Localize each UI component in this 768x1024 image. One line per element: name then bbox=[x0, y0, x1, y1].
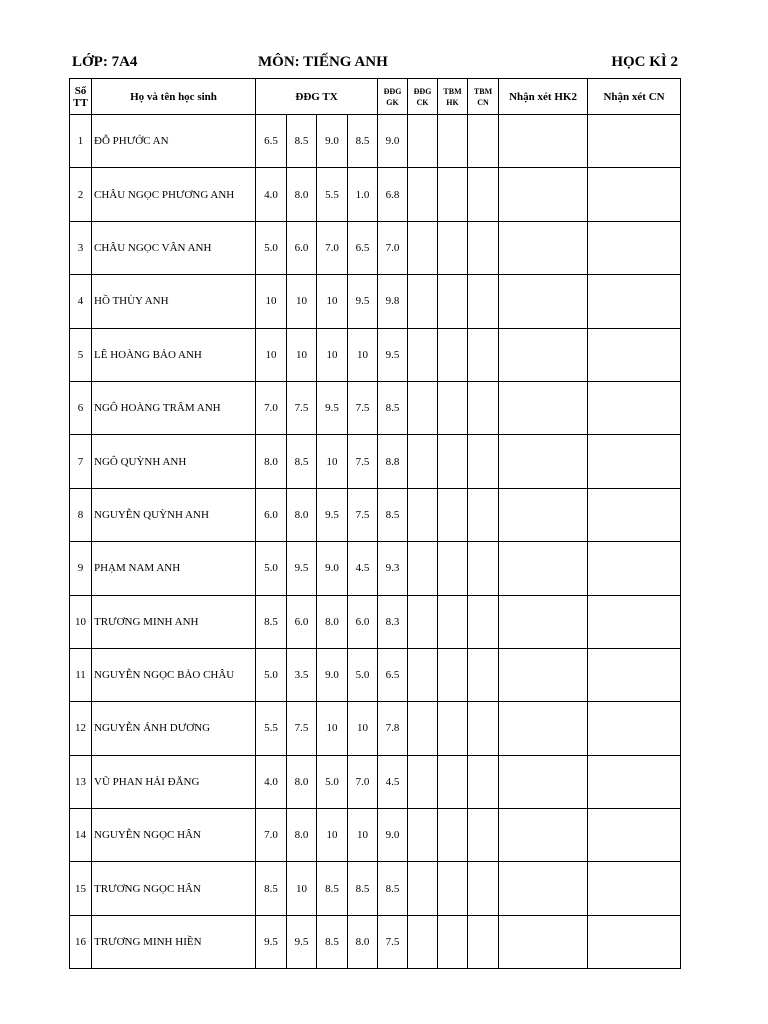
stt-cell: 11 bbox=[70, 648, 92, 701]
table-row bbox=[70, 542, 681, 595]
student-name-cell: ĐỖ PHƯỚC AN bbox=[92, 115, 256, 168]
tbm-hk-cell bbox=[438, 275, 468, 328]
ddg-tx-1-cell: 10 bbox=[256, 275, 287, 328]
table-row bbox=[70, 862, 681, 915]
subject-label: MÔN: TIẾNG ANH bbox=[258, 54, 388, 70]
stt-cell: 15 bbox=[70, 862, 92, 915]
tbm-cn-cell bbox=[468, 381, 499, 434]
table-row bbox=[70, 115, 681, 168]
comment-hk2-cell bbox=[499, 488, 588, 541]
comment-hk2-cell bbox=[499, 221, 588, 274]
comment-cn-cell bbox=[588, 542, 681, 595]
ddg-gk-cell: 7.8 bbox=[378, 702, 408, 755]
term-label: HỌC KÌ 2 bbox=[611, 54, 678, 70]
col-header-tbm-cn bbox=[468, 79, 499, 115]
col-header-tbm-hk-line2: HK bbox=[446, 97, 459, 107]
ddg-ck-cell bbox=[408, 702, 438, 755]
grade-table bbox=[69, 78, 681, 969]
col-header-ddg-ck-line2: CK bbox=[416, 97, 429, 107]
student-name-cell: TRƯƠNG NGỌC HÂN bbox=[92, 862, 256, 915]
ddg-tx-2-cell: 10 bbox=[287, 328, 317, 381]
table-row bbox=[70, 328, 681, 381]
table-header-row bbox=[70, 79, 681, 115]
table-row bbox=[70, 168, 681, 221]
table-row bbox=[70, 648, 681, 701]
stt-cell: 1 bbox=[70, 115, 92, 168]
ddg-tx-4-cell: 10 bbox=[348, 809, 378, 862]
ddg-ck-cell bbox=[408, 435, 438, 488]
ddg-ck-cell bbox=[408, 328, 438, 381]
col-header-ddg-gk-line2: GK bbox=[386, 97, 399, 107]
student-name-cell: TRƯƠNG MINH ANH bbox=[92, 595, 256, 648]
table-row bbox=[70, 595, 681, 648]
ddg-tx-3-cell: 7.0 bbox=[317, 221, 348, 274]
ddg-ck-cell bbox=[408, 221, 438, 274]
ddg-tx-4-cell: 10 bbox=[348, 702, 378, 755]
ddg-gk-cell: 8.5 bbox=[378, 488, 408, 541]
student-name-cell: CHÂU NGỌC VÂN ANH bbox=[92, 221, 256, 274]
col-header-tbm-hk bbox=[438, 79, 468, 115]
ddg-ck-cell bbox=[408, 542, 438, 595]
ddg-tx-2-cell: 10 bbox=[287, 275, 317, 328]
ddg-tx-2-cell: 8.5 bbox=[287, 115, 317, 168]
ddg-gk-cell: 8.5 bbox=[378, 862, 408, 915]
ddg-tx-1-cell: 8.5 bbox=[256, 595, 287, 648]
stt-cell: 8 bbox=[70, 488, 92, 541]
tbm-hk-cell bbox=[438, 542, 468, 595]
ddg-tx-3-cell: 10 bbox=[317, 275, 348, 328]
tbm-hk-cell bbox=[438, 221, 468, 274]
col-header-stt bbox=[70, 79, 92, 115]
stt-cell: 14 bbox=[70, 809, 92, 862]
col-header-ddg-ck bbox=[408, 79, 438, 115]
ddg-tx-2-cell: 10 bbox=[287, 862, 317, 915]
student-name-cell: NGÔ HOÀNG TRÂM ANH bbox=[92, 381, 256, 434]
tbm-cn-cell bbox=[468, 809, 499, 862]
ddg-tx-2-cell: 8.0 bbox=[287, 755, 317, 808]
ddg-tx-2-cell: 8.0 bbox=[287, 488, 317, 541]
student-name-cell: NGÔ QUỲNH ANH bbox=[92, 435, 256, 488]
ddg-tx-1-cell: 7.0 bbox=[256, 809, 287, 862]
tbm-hk-cell bbox=[438, 488, 468, 541]
stt-cell: 12 bbox=[70, 702, 92, 755]
ddg-tx-2-cell: 7.5 bbox=[287, 381, 317, 434]
tbm-cn-cell bbox=[468, 595, 499, 648]
student-name-cell: HỒ THÙY ANH bbox=[92, 275, 256, 328]
ddg-tx-1-cell: 5.0 bbox=[256, 221, 287, 274]
tbm-hk-cell bbox=[438, 862, 468, 915]
table-row bbox=[70, 435, 681, 488]
ddg-tx-2-cell: 8.0 bbox=[287, 168, 317, 221]
ddg-tx-3-cell: 9.0 bbox=[317, 115, 348, 168]
student-name-cell: VŨ PHAN HẢI ĐĂNG bbox=[92, 755, 256, 808]
tbm-cn-cell bbox=[468, 702, 499, 755]
stt-cell: 3 bbox=[70, 221, 92, 274]
comment-cn-cell bbox=[588, 755, 681, 808]
comment-hk2-cell bbox=[499, 755, 588, 808]
ddg-ck-cell bbox=[408, 755, 438, 808]
col-header-ddg-ck-line1: ĐĐG bbox=[413, 86, 432, 96]
stt-cell: 16 bbox=[70, 915, 92, 968]
ddg-tx-2-cell: 6.0 bbox=[287, 221, 317, 274]
student-name-cell: NGUYỄN NGỌC BẢO CHÂU bbox=[92, 648, 256, 701]
ddg-tx-1-cell: 8.0 bbox=[256, 435, 287, 488]
tbm-cn-cell bbox=[468, 221, 499, 274]
stt-cell: 10 bbox=[70, 595, 92, 648]
student-name-cell: NGUYỄN ÁNH DƯƠNG bbox=[92, 702, 256, 755]
tbm-cn-cell bbox=[468, 115, 499, 168]
ddg-tx-3-cell: 10 bbox=[317, 435, 348, 488]
student-name-cell: LÊ HOÀNG BẢO ANH bbox=[92, 328, 256, 381]
ddg-tx-1-cell: 4.0 bbox=[256, 168, 287, 221]
ddg-ck-cell bbox=[408, 488, 438, 541]
table-row bbox=[70, 915, 681, 968]
ddg-tx-4-cell: 4.5 bbox=[348, 542, 378, 595]
table-row bbox=[70, 275, 681, 328]
tbm-hk-cell bbox=[438, 809, 468, 862]
ddg-ck-cell bbox=[408, 915, 438, 968]
tbm-cn-cell bbox=[468, 862, 499, 915]
comment-cn-cell bbox=[588, 648, 681, 701]
stt-cell: 7 bbox=[70, 435, 92, 488]
ddg-gk-cell: 9.5 bbox=[378, 328, 408, 381]
comment-hk2-cell bbox=[499, 542, 588, 595]
comment-hk2-cell bbox=[499, 381, 588, 434]
student-name-cell: CHÂU NGỌC PHƯƠNG ANH bbox=[92, 168, 256, 221]
ddg-tx-1-cell: 9.5 bbox=[256, 915, 287, 968]
col-header-tbm-cn-line1: TBM bbox=[473, 86, 493, 96]
tbm-hk-cell bbox=[438, 595, 468, 648]
comment-cn-cell bbox=[588, 915, 681, 968]
tbm-cn-cell bbox=[468, 275, 499, 328]
ddg-gk-cell: 8.8 bbox=[378, 435, 408, 488]
student-name-cell: NGUYỄN NGỌC HÂN bbox=[92, 809, 256, 862]
comment-hk2-cell bbox=[499, 115, 588, 168]
comment-cn-cell bbox=[588, 168, 681, 221]
ddg-tx-4-cell: 8.5 bbox=[348, 115, 378, 168]
comment-cn-cell bbox=[588, 702, 681, 755]
comment-cn-cell bbox=[588, 328, 681, 381]
ddg-gk-cell: 8.3 bbox=[378, 595, 408, 648]
tbm-hk-cell bbox=[438, 435, 468, 488]
ddg-ck-cell bbox=[408, 168, 438, 221]
comment-cn-cell bbox=[588, 809, 681, 862]
comment-cn-cell bbox=[588, 488, 681, 541]
tbm-hk-cell bbox=[438, 115, 468, 168]
comment-cn-cell bbox=[588, 595, 681, 648]
comment-hk2-cell bbox=[499, 648, 588, 701]
comment-hk2-cell bbox=[499, 862, 588, 915]
ddg-tx-3-cell: 9.5 bbox=[317, 381, 348, 434]
ddg-tx-4-cell: 5.0 bbox=[348, 648, 378, 701]
comment-hk2-cell bbox=[499, 328, 588, 381]
stt-cell: 9 bbox=[70, 542, 92, 595]
tbm-hk-cell bbox=[438, 755, 468, 808]
ddg-tx-1-cell: 7.0 bbox=[256, 381, 287, 434]
col-header-stt-line1: Số bbox=[74, 84, 87, 97]
ddg-tx-4-cell: 7.0 bbox=[348, 755, 378, 808]
comment-hk2-cell bbox=[499, 595, 588, 648]
col-header-tbm-hk-line1: TBM bbox=[443, 86, 462, 96]
student-name-cell: NGUYỄN QUỲNH ANH bbox=[92, 488, 256, 541]
ddg-tx-4-cell: 6.0 bbox=[348, 595, 378, 648]
comment-cn-cell bbox=[588, 862, 681, 915]
tbm-cn-cell bbox=[468, 488, 499, 541]
tbm-hk-cell bbox=[438, 648, 468, 701]
ddg-tx-4-cell: 7.5 bbox=[348, 488, 378, 541]
ddg-tx-3-cell: 9.0 bbox=[317, 648, 348, 701]
tbm-cn-cell bbox=[468, 542, 499, 595]
col-header-ddg-gk bbox=[378, 79, 408, 115]
tbm-hk-cell bbox=[438, 702, 468, 755]
ddg-tx-2-cell: 8.5 bbox=[287, 435, 317, 488]
ddg-ck-cell bbox=[408, 381, 438, 434]
comment-cn-cell bbox=[588, 381, 681, 434]
ddg-tx-3-cell: 8.5 bbox=[317, 862, 348, 915]
ddg-tx-4-cell: 8.5 bbox=[348, 862, 378, 915]
ddg-tx-1-cell: 5.5 bbox=[256, 702, 287, 755]
student-name-cell: TRƯƠNG MINH HIỀN bbox=[92, 915, 256, 968]
tbm-hk-cell bbox=[438, 915, 468, 968]
ddg-tx-3-cell: 5.5 bbox=[317, 168, 348, 221]
col-header-comment-hk2: Nhận xét HK2 bbox=[499, 79, 588, 115]
tbm-cn-cell bbox=[468, 168, 499, 221]
stt-cell: 2 bbox=[70, 168, 92, 221]
ddg-gk-cell: 9.8 bbox=[378, 275, 408, 328]
ddg-ck-cell bbox=[408, 648, 438, 701]
ddg-tx-4-cell: 1.0 bbox=[348, 168, 378, 221]
ddg-tx-4-cell: 8.0 bbox=[348, 915, 378, 968]
ddg-tx-3-cell: 8.5 bbox=[317, 915, 348, 968]
comment-cn-cell bbox=[588, 275, 681, 328]
ddg-tx-1-cell: 5.0 bbox=[256, 542, 287, 595]
tbm-cn-cell bbox=[468, 755, 499, 808]
ddg-ck-cell bbox=[408, 275, 438, 328]
stt-cell: 13 bbox=[70, 755, 92, 808]
class-label: LỚP: 7A4 bbox=[72, 54, 138, 70]
ddg-tx-2-cell: 7.5 bbox=[287, 702, 317, 755]
ddg-tx-1-cell: 5.0 bbox=[256, 648, 287, 701]
ddg-ck-cell bbox=[408, 115, 438, 168]
ddg-tx-4-cell: 6.5 bbox=[348, 221, 378, 274]
table-row bbox=[70, 381, 681, 434]
ddg-tx-2-cell: 6.0 bbox=[287, 595, 317, 648]
tbm-hk-cell bbox=[438, 381, 468, 434]
ddg-tx-1-cell: 4.0 bbox=[256, 755, 287, 808]
ddg-tx-3-cell: 10 bbox=[317, 702, 348, 755]
table-row bbox=[70, 702, 681, 755]
ddg-tx-2-cell: 9.5 bbox=[287, 542, 317, 595]
ddg-gk-cell: 9.0 bbox=[378, 115, 408, 168]
ddg-gk-cell: 6.8 bbox=[378, 168, 408, 221]
comment-hk2-cell bbox=[499, 275, 588, 328]
student-name-cell: PHẠM NAM ANH bbox=[92, 542, 256, 595]
ddg-tx-2-cell: 3.5 bbox=[287, 648, 317, 701]
comment-cn-cell bbox=[588, 115, 681, 168]
ddg-tx-4-cell: 9.5 bbox=[348, 275, 378, 328]
ddg-ck-cell bbox=[408, 862, 438, 915]
ddg-gk-cell: 9.0 bbox=[378, 809, 408, 862]
ddg-tx-4-cell: 10 bbox=[348, 328, 378, 381]
ddg-ck-cell bbox=[408, 595, 438, 648]
tbm-cn-cell bbox=[468, 648, 499, 701]
ddg-tx-1-cell: 8.5 bbox=[256, 862, 287, 915]
ddg-tx-1-cell: 6.5 bbox=[256, 115, 287, 168]
ddg-tx-1-cell: 10 bbox=[256, 328, 287, 381]
tbm-hk-cell bbox=[438, 168, 468, 221]
col-header-ddg-gk-line1: ĐĐG bbox=[383, 86, 402, 96]
comment-hk2-cell bbox=[499, 702, 588, 755]
ddg-gk-cell: 7.0 bbox=[378, 221, 408, 274]
tbm-hk-cell bbox=[438, 328, 468, 381]
ddg-gk-cell: 6.5 bbox=[378, 648, 408, 701]
ddg-tx-4-cell: 7.5 bbox=[348, 435, 378, 488]
stt-cell: 5 bbox=[70, 328, 92, 381]
table-row bbox=[70, 221, 681, 274]
comment-cn-cell bbox=[588, 435, 681, 488]
ddg-tx-2-cell: 9.5 bbox=[287, 915, 317, 968]
tbm-cn-cell bbox=[468, 435, 499, 488]
ddg-gk-cell: 8.5 bbox=[378, 381, 408, 434]
tbm-cn-cell bbox=[468, 915, 499, 968]
col-header-comment-cn: Nhận xét CN bbox=[588, 79, 681, 115]
col-header-name: Họ và tên học sinh bbox=[92, 79, 256, 115]
ddg-tx-1-cell: 6.0 bbox=[256, 488, 287, 541]
ddg-tx-3-cell: 5.0 bbox=[317, 755, 348, 808]
ddg-gk-cell: 4.5 bbox=[378, 755, 408, 808]
comment-hk2-cell bbox=[499, 435, 588, 488]
ddg-tx-3-cell: 10 bbox=[317, 809, 348, 862]
ddg-ck-cell bbox=[408, 809, 438, 862]
tbm-cn-cell bbox=[468, 328, 499, 381]
col-header-ddg-tx: ĐĐG TX bbox=[256, 79, 378, 115]
ddg-tx-3-cell: 10 bbox=[317, 328, 348, 381]
ddg-gk-cell: 7.5 bbox=[378, 915, 408, 968]
comment-cn-cell bbox=[588, 221, 681, 274]
comment-hk2-cell bbox=[499, 915, 588, 968]
ddg-tx-3-cell: 8.0 bbox=[317, 595, 348, 648]
student-rows bbox=[70, 115, 681, 969]
sheet-header bbox=[72, 54, 680, 76]
stt-cell: 4 bbox=[70, 275, 92, 328]
col-header-stt-line2: TT bbox=[73, 96, 88, 109]
ddg-tx-4-cell: 7.5 bbox=[348, 381, 378, 434]
ddg-tx-3-cell: 9.5 bbox=[317, 488, 348, 541]
table-row bbox=[70, 488, 681, 541]
table-row bbox=[70, 809, 681, 862]
table-row bbox=[70, 755, 681, 808]
comment-hk2-cell bbox=[499, 168, 588, 221]
ddg-gk-cell: 9.3 bbox=[378, 542, 408, 595]
col-header-tbm-cn-line2: CN bbox=[477, 97, 489, 107]
ddg-tx-3-cell: 9.0 bbox=[317, 542, 348, 595]
comment-hk2-cell bbox=[499, 809, 588, 862]
stt-cell: 6 bbox=[70, 381, 92, 434]
ddg-tx-2-cell: 8.0 bbox=[287, 809, 317, 862]
